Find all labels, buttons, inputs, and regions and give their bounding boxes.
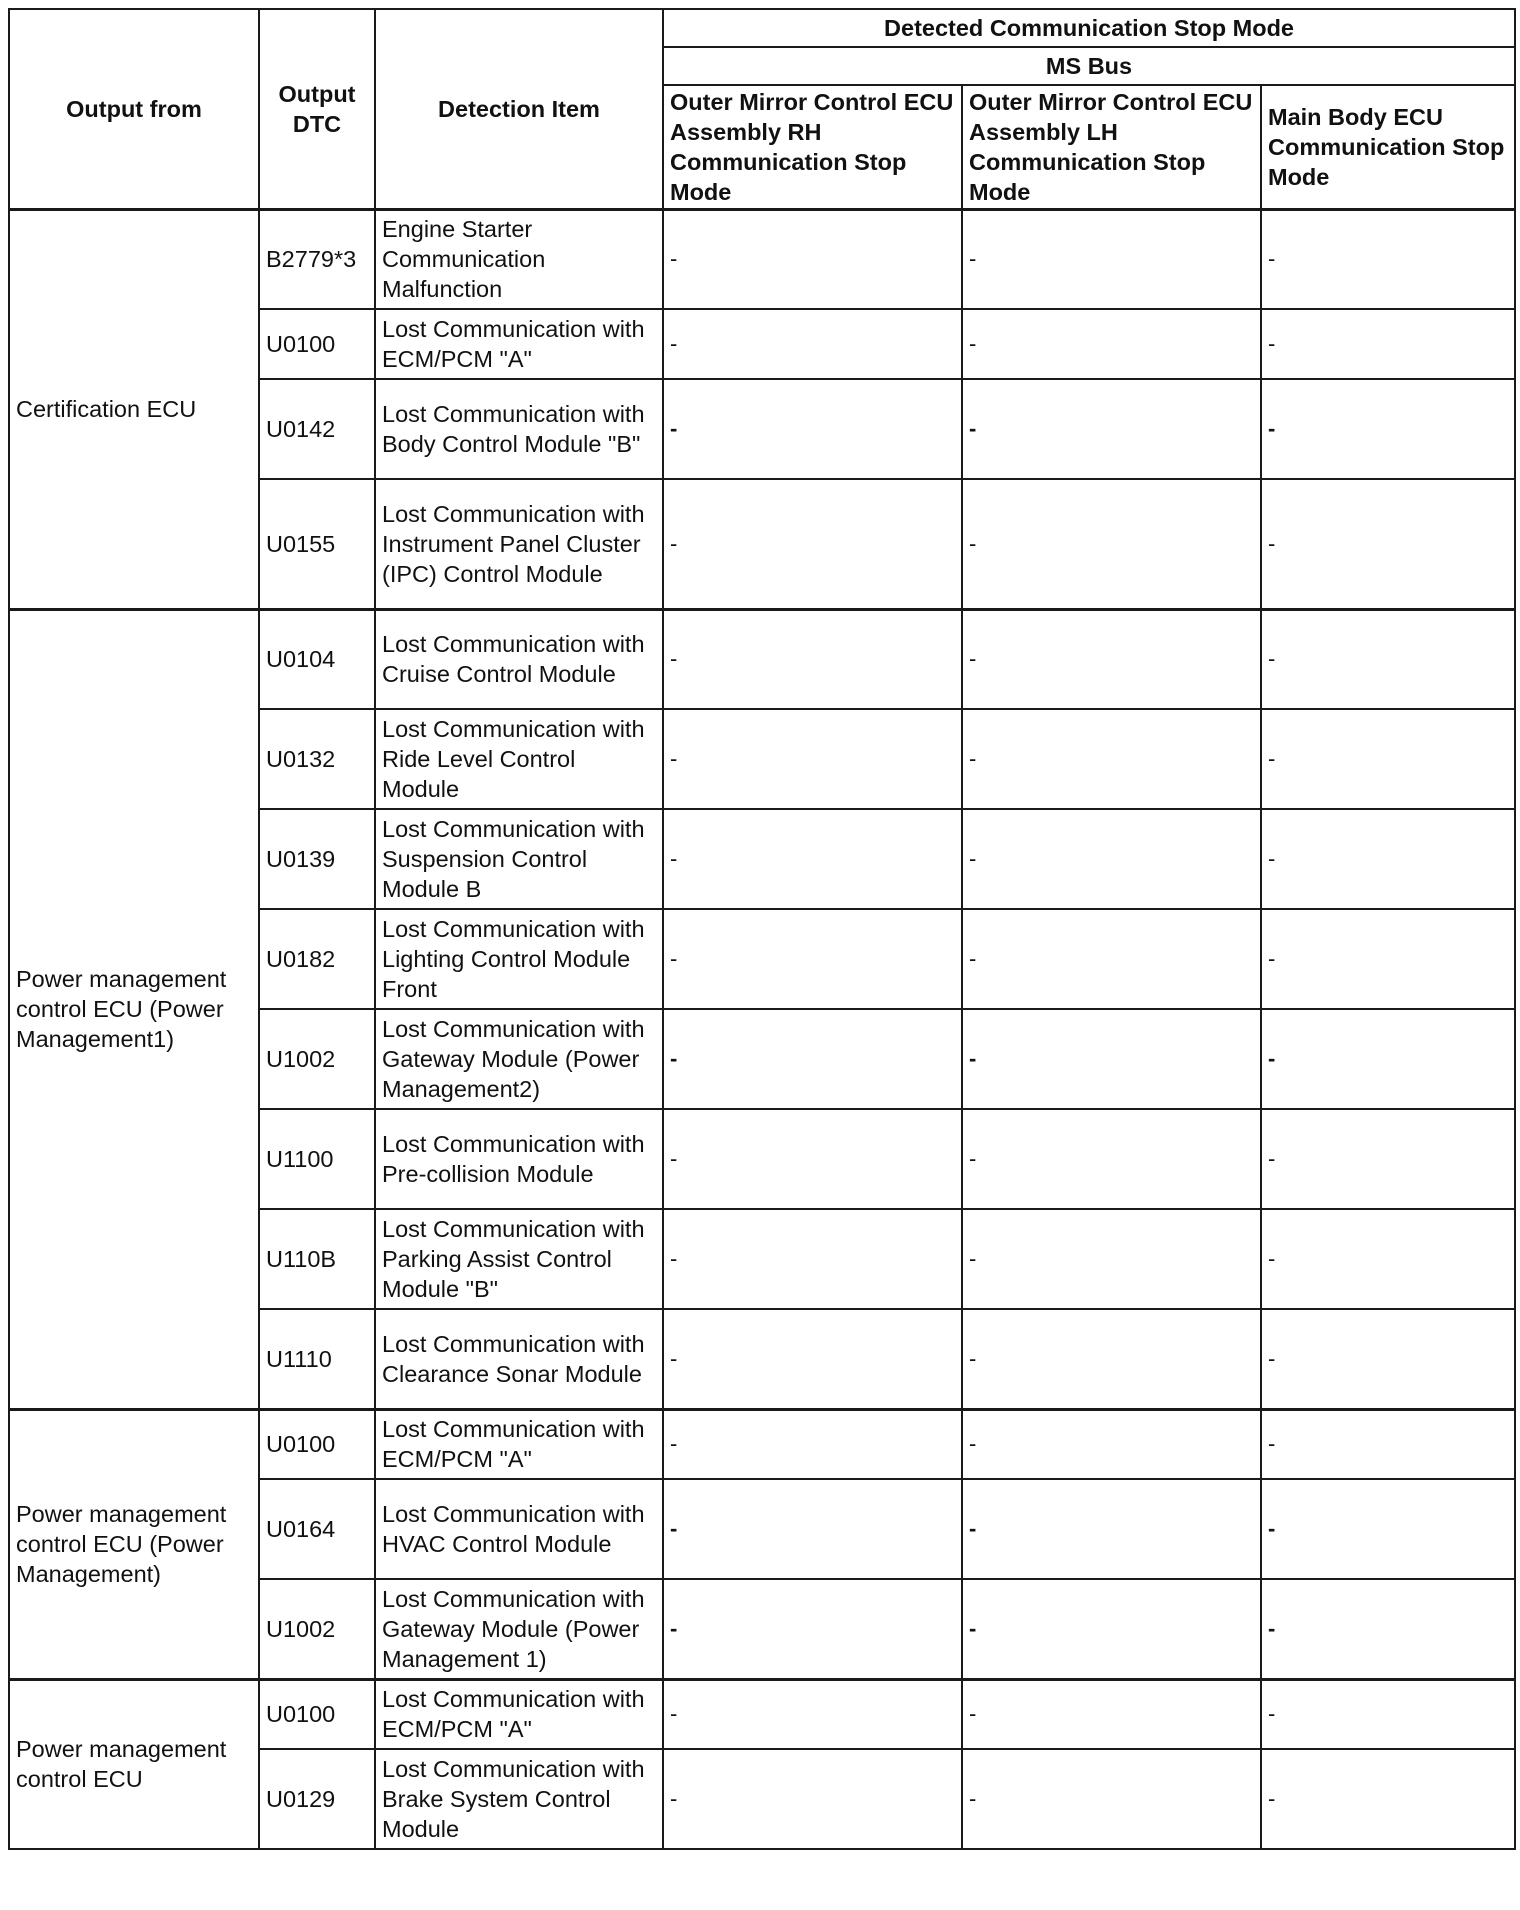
detection-item-cell: Lost Communication with ECM/PCM "A" <box>375 1679 663 1749</box>
dtc-cell: U0142 <box>259 379 375 479</box>
rh-cell: - <box>663 379 962 479</box>
header-detection-item: Detection Item <box>375 9 663 209</box>
dtc-cell: U0139 <box>259 809 375 909</box>
main-body-cell: - <box>1261 379 1515 479</box>
lh-cell: - <box>962 1749 1261 1849</box>
dtc-cell: U1002 <box>259 1579 375 1679</box>
detection-item-cell: Lost Communication with Clearance Sonar Module <box>375 1309 663 1409</box>
rh-cell: - <box>663 1479 962 1579</box>
main-body-cell: - <box>1261 1479 1515 1579</box>
main-body-cell: - <box>1261 1679 1515 1749</box>
lh-cell: - <box>962 1409 1261 1479</box>
rh-cell: - <box>663 309 962 379</box>
rh-cell: - <box>663 1679 962 1749</box>
dtc-cell: U110B <box>259 1209 375 1309</box>
main-body-cell: - <box>1261 609 1515 709</box>
main-body-cell: - <box>1261 209 1515 309</box>
output-from-cell: Power management control ECU <box>9 1679 259 1849</box>
table-row <box>9 1679 1515 1749</box>
dtc-cell: U1110 <box>259 1309 375 1409</box>
detection-item-cell: Lost Communication with ECM/PCM "A" <box>375 1409 663 1479</box>
lh-cell: - <box>962 1479 1261 1579</box>
dtc-cell: U0100 <box>259 1409 375 1479</box>
header-ms-bus: MS Bus <box>663 47 1515 85</box>
detection-item-cell: Lost Communication with Instrument Panel Cluster (IPC) Control Module <box>375 479 663 609</box>
lh-cell: - <box>962 809 1261 909</box>
lh-cell: - <box>962 1679 1261 1749</box>
detection-item-cell: Lost Communication with Brake System Control Module <box>375 1749 663 1849</box>
rh-cell: - <box>663 1749 962 1849</box>
rh-cell: - <box>663 479 962 609</box>
dtc-cell: U0132 <box>259 709 375 809</box>
main-body-cell: - <box>1261 1579 1515 1679</box>
table-row <box>9 609 1515 709</box>
main-body-cell: - <box>1261 309 1515 379</box>
rh-cell: - <box>663 1409 962 1479</box>
lh-cell: - <box>962 479 1261 609</box>
detection-item-cell: Lost Communication with ECM/PCM "A" <box>375 309 663 379</box>
detection-item-cell: Lost Communication with Ride Level Control Module <box>375 709 663 809</box>
lh-cell: - <box>962 309 1261 379</box>
detection-item-cell: Engine Starter Communication Malfunction <box>375 209 663 309</box>
rh-cell: - <box>663 1109 962 1209</box>
rh-cell: - <box>663 1309 962 1409</box>
detection-item-cell: Lost Communication with Gateway Module (Power Management 1) <box>375 1579 663 1679</box>
header-col-rh: Outer Mirror Control ECU Assembly RH Communication Stop Mode <box>663 85 962 209</box>
dtc-table <box>8 8 1516 1850</box>
lh-cell: - <box>962 209 1261 309</box>
lh-cell: - <box>962 909 1261 1009</box>
rh-cell: - <box>663 609 962 709</box>
rh-cell: - <box>663 909 962 1009</box>
dtc-cell: B2779*3 <box>259 209 375 309</box>
main-body-cell: - <box>1261 1409 1515 1479</box>
rh-cell: - <box>663 809 962 909</box>
main-body-cell: - <box>1261 1309 1515 1409</box>
output-from-cell: Power management control ECU (Power Management) <box>9 1409 259 1679</box>
detection-item-cell: Lost Communication with Body Control Module "B" <box>375 379 663 479</box>
main-body-cell: - <box>1261 809 1515 909</box>
header-detected-stop-mode: Detected Communication Stop Mode <box>663 9 1515 47</box>
header-col-main-body: Main Body ECU Communication Stop Mode <box>1261 85 1515 209</box>
output-from-cell: Power management control ECU (Power Management1) <box>9 609 259 1409</box>
dtc-cell: U1002 <box>259 1009 375 1109</box>
header-output-dtc: Output DTC <box>259 9 375 209</box>
detection-item-cell: Lost Communication with Suspension Control Module B <box>375 809 663 909</box>
dtc-cell: U1100 <box>259 1109 375 1209</box>
lh-cell: - <box>962 1579 1261 1679</box>
main-body-cell: - <box>1261 1749 1515 1849</box>
dtc-cell: U0155 <box>259 479 375 609</box>
dtc-cell: U0100 <box>259 1679 375 1749</box>
lh-cell: - <box>962 709 1261 809</box>
detection-item-cell: Lost Communication with Gateway Module (Power Management2) <box>375 1009 663 1109</box>
rh-cell: - <box>663 1579 962 1679</box>
table-row <box>9 1409 1515 1479</box>
lh-cell: - <box>962 609 1261 709</box>
lh-cell: - <box>962 1009 1261 1109</box>
rh-cell: - <box>663 1209 962 1309</box>
dtc-cell: U0104 <box>259 609 375 709</box>
dtc-cell: U0129 <box>259 1749 375 1849</box>
dtc-cell: U0100 <box>259 309 375 379</box>
dtc-cell: U0182 <box>259 909 375 1009</box>
main-body-cell: - <box>1261 1209 1515 1309</box>
detection-item-cell: Lost Communication with Lighting Control Module Front <box>375 909 663 1009</box>
detection-item-cell: Lost Communication with Cruise Control Module <box>375 609 663 709</box>
lh-cell: - <box>962 379 1261 479</box>
main-body-cell: - <box>1261 1109 1515 1209</box>
lh-cell: - <box>962 1209 1261 1309</box>
table-row <box>9 209 1515 309</box>
rh-cell: - <box>663 1009 962 1109</box>
main-body-cell: - <box>1261 909 1515 1009</box>
lh-cell: - <box>962 1309 1261 1409</box>
output-from-cell: Certification ECU <box>9 209 259 609</box>
dtc-cell: U0164 <box>259 1479 375 1579</box>
main-body-cell: - <box>1261 709 1515 809</box>
header-output-from: Output from <box>9 9 259 209</box>
main-body-cell: - <box>1261 479 1515 609</box>
header-col-lh: Outer Mirror Control ECU Assembly LH Communication Stop Mode <box>962 85 1261 209</box>
detection-item-cell: Lost Communication with HVAC Control Module <box>375 1479 663 1579</box>
main-body-cell: - <box>1261 1009 1515 1109</box>
rh-cell: - <box>663 209 962 309</box>
detection-item-cell: Lost Communication with Parking Assist Control Module "B" <box>375 1209 663 1309</box>
rh-cell: - <box>663 709 962 809</box>
lh-cell: - <box>962 1109 1261 1209</box>
detection-item-cell: Lost Communication with Pre-collision Module <box>375 1109 663 1209</box>
